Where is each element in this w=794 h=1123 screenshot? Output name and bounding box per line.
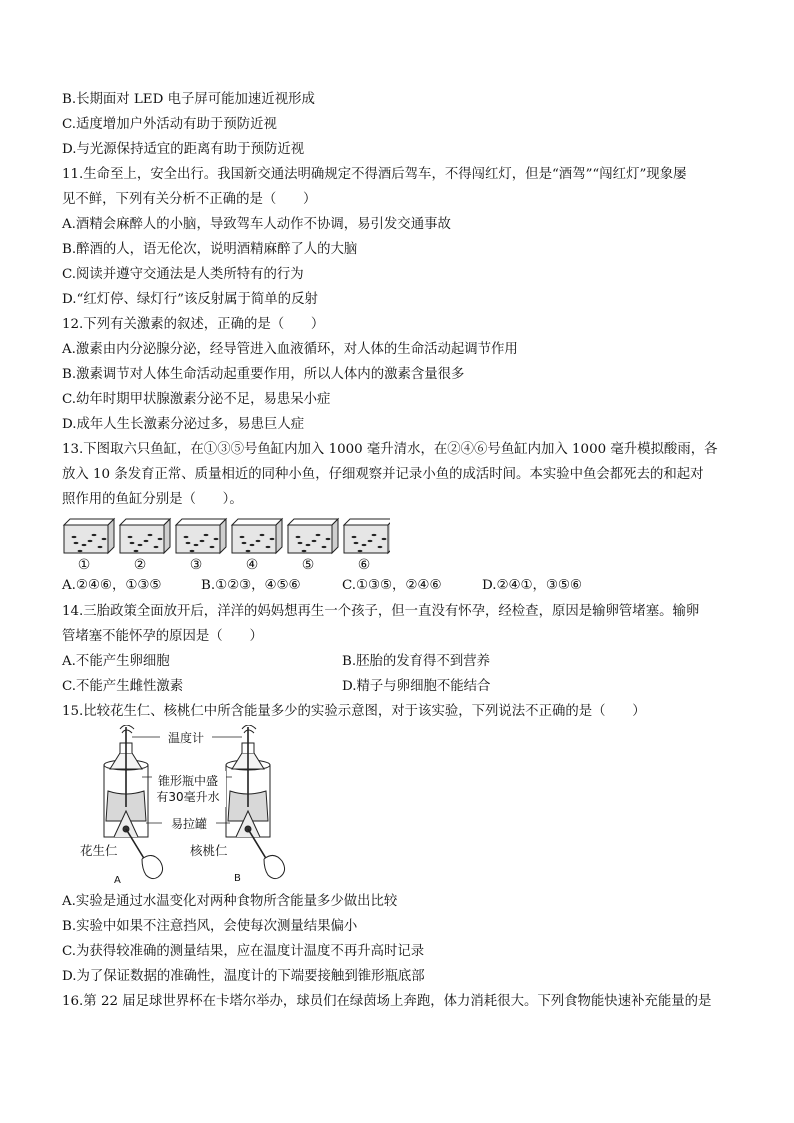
fish-mark bbox=[214, 538, 219, 540]
q13-option-b: B.①②③，④⑤⑥ bbox=[201, 578, 301, 593]
q13-stem-line3: 照作用的鱼缸分别是（ ）。 bbox=[62, 492, 243, 507]
q14-option-d: D.精子与卵细胞不能结合 bbox=[342, 679, 491, 694]
tank-label: ② bbox=[133, 557, 147, 573]
q12-option-a: A.激素由内分泌腺分泌，经导管进入血液循环，对人体的生命活动起调节作用 bbox=[62, 342, 518, 357]
q12-option-d: D.成年人生长激素分泌过多，易患巨人症 bbox=[62, 417, 305, 432]
fish-mark bbox=[82, 544, 87, 546]
fish-mark bbox=[190, 550, 195, 552]
fish-mark bbox=[204, 534, 209, 536]
fish-mark bbox=[78, 550, 83, 552]
fish-mark bbox=[92, 534, 97, 536]
q11-option-c: C.阅读并遵守交通法是人类所特有的行为 bbox=[62, 267, 304, 282]
fish-mark bbox=[266, 546, 271, 548]
q11-option-b: B.醉酒的人，语无伦次，说明酒精麻醉了人的大脑 bbox=[62, 242, 358, 257]
fish-mark bbox=[250, 544, 255, 546]
fish-mark bbox=[186, 542, 191, 544]
q11-option-a: A.酒精会麻醉人的小脑，导致驾车人动作不协调，易引发交通事故 bbox=[62, 217, 451, 232]
fish-tanks-figure bbox=[60, 515, 390, 573]
q15-option-d: D.为了保证数据的准确性，温度计的下端要接触到锥形瓶底部 bbox=[62, 969, 425, 984]
fish-mark bbox=[98, 546, 103, 548]
q15-option-c: C.为获得较准确的测量结果，应在温度计温度不再升高时记录 bbox=[62, 944, 425, 959]
calorimetry-figure bbox=[76, 725, 316, 889]
fish-tank bbox=[64, 519, 114, 573]
fish-mark bbox=[312, 540, 317, 542]
fish-mark bbox=[184, 536, 189, 538]
fish-mark bbox=[148, 534, 153, 536]
fish-mark bbox=[368, 540, 373, 542]
fish-mark bbox=[372, 534, 377, 536]
fish-mark bbox=[154, 546, 159, 548]
fish-mark bbox=[298, 542, 303, 544]
tank-label: ⑥ bbox=[357, 557, 371, 573]
fish-mark bbox=[134, 550, 139, 552]
fish-mark bbox=[260, 534, 265, 536]
fish-mark bbox=[302, 550, 307, 552]
q13-stem-line2: 放入 10 条发育正常、质量相近的同种小鱼，仔细观察并记录小鱼的成活时间。本实验中鱼会都死去的和起对 bbox=[62, 467, 704, 482]
q13-option-a: A.②④⑥，①③⑤ bbox=[62, 578, 162, 593]
q12-option-b: B.激素调节对人体生命活动起重要作用，所以人体内的激素含量很多 bbox=[62, 367, 465, 382]
label-peanut: 花生仁 bbox=[80, 843, 118, 858]
q16-stem-line1: 16.第 22 届足球世界杯在卡塔尔举办，球员们在绿茵场上奔跑，体力消耗很大。下列食物能快速补充能量的是 bbox=[62, 994, 712, 1009]
fish-mark bbox=[200, 540, 205, 542]
q15-option-a: A.实验是通过水温变化对两种食物所含能量多少做出比较 bbox=[62, 894, 398, 909]
q15-option-b: B.实验中如果不注意挡风，会使每次测量结果偏小 bbox=[62, 919, 358, 934]
fish-tank bbox=[176, 519, 226, 573]
fish-tank bbox=[344, 519, 390, 573]
fish-mark bbox=[130, 542, 135, 544]
tank-label: ⑤ bbox=[301, 557, 315, 573]
fish-mark bbox=[210, 546, 215, 548]
fish-mark bbox=[322, 546, 327, 548]
q11-stem-line2: 见不鲜，下列有关分析不正确的是（ ） bbox=[62, 192, 317, 207]
label-a: A bbox=[114, 875, 121, 886]
fish-mark bbox=[306, 544, 311, 546]
q12-stem: 12.下列有关激素的叙述，正确的是（ ） bbox=[62, 317, 325, 332]
q14-stem-line1: 14.三胎政策全面放开后，洋洋的妈妈想再生一个孩子，但一直没有怀孕，经检查，原因是输卵管堵塞。输卵 bbox=[62, 604, 700, 619]
fish-mark bbox=[88, 540, 93, 542]
fish-mark bbox=[256, 540, 261, 542]
fish-mark bbox=[144, 540, 149, 542]
q14-option-c: C.不能产生雌性激素 bbox=[62, 679, 184, 694]
fish-mark bbox=[158, 538, 163, 540]
fish-mark bbox=[352, 536, 357, 538]
fish-mark bbox=[362, 544, 367, 546]
fish-mark bbox=[358, 550, 363, 552]
q14-option-a: A.不能产生卵细胞 bbox=[62, 654, 170, 669]
label-can: 易拉罐 bbox=[170, 817, 208, 831]
fish-mark bbox=[138, 544, 143, 546]
fish-mark bbox=[246, 550, 251, 552]
label-thermometer: 温度计 bbox=[167, 731, 205, 745]
fish-mark bbox=[240, 536, 245, 538]
label-flask-line2: 有30毫升水 bbox=[156, 790, 220, 804]
fish-mark bbox=[74, 542, 79, 544]
fish-mark bbox=[382, 538, 387, 540]
fish-tank bbox=[120, 519, 170, 573]
q10-option-b: B.长期面对 LED 电子屏可能加速近视形成 bbox=[62, 92, 315, 107]
fish-mark bbox=[128, 536, 133, 538]
q11-option-d: D.“红灯停、绿灯行”该反射属于简单的反射 bbox=[62, 292, 318, 307]
tank-label: ④ bbox=[245, 557, 259, 573]
q12-option-c: C.幼年时期甲状腺激素分泌不足，易患呆小症 bbox=[62, 392, 331, 407]
fish-mark bbox=[102, 538, 107, 540]
label-b: B bbox=[234, 873, 241, 884]
tank-label: ③ bbox=[189, 557, 203, 573]
fish-mark bbox=[242, 542, 247, 544]
fish-mark bbox=[354, 542, 359, 544]
q15-stem: 15.比较花生仁、核桃仁中所含能量多少的实验示意图，对于该实验，下列说法不正确的是（ ） bbox=[62, 704, 646, 719]
fish-mark bbox=[316, 534, 321, 536]
fish-mark bbox=[72, 536, 77, 538]
q13-option-d: D.②④①，③⑤⑥ bbox=[482, 578, 582, 593]
label-walnut: 核桃仁 bbox=[190, 843, 228, 858]
fish-mark bbox=[270, 538, 275, 540]
q14-stem-line2: 管堵塞不能怀孕的原因是（ ） bbox=[62, 629, 263, 644]
fish-tank bbox=[288, 519, 338, 573]
q13-stem-line1: 13.下图取六只鱼缸，在①③⑤号鱼缸内加入 1000 毫升清水，在②④⑥号鱼缸内加入 1000 毫升模拟酸雨，各 bbox=[62, 442, 718, 457]
fish-mark bbox=[296, 536, 301, 538]
fish-mark bbox=[194, 544, 199, 546]
apparatus-b bbox=[226, 725, 285, 879]
q13-option-c: C.①③⑤，②④⑥ bbox=[342, 578, 442, 593]
tank-label: ① bbox=[77, 557, 91, 573]
fish-mark bbox=[326, 538, 331, 540]
fish-tank bbox=[232, 519, 282, 573]
label-flask-line1: 锥形瓶中盛 bbox=[157, 774, 219, 788]
q11-stem-line1: 11.生命至上，安全出行。我国新交通法明确规定不得酒后驾车，不得闯红灯，但是“酒驾”“闯红灯”现象屡 bbox=[62, 167, 687, 182]
q10-option-d: D.与光源保持适宜的距离有助于预防近视 bbox=[62, 142, 305, 157]
q10-option-c: C.适度增加户外活动有助于预防近视 bbox=[62, 117, 277, 132]
fish-mark bbox=[378, 546, 383, 548]
q14-option-b: B.胚胎的发育得不到营养 bbox=[342, 654, 491, 669]
